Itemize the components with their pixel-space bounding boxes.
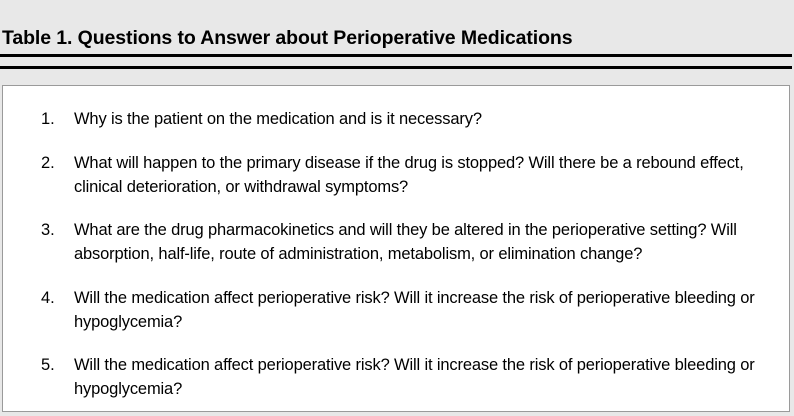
title-rule-top bbox=[0, 54, 792, 57]
question-text: What will happen to the primary disease if the drug is stopped? Will there be a rebound effect, clinical deterioration, or withdrawal symptoms? bbox=[74, 154, 744, 196]
question-text: Will the medication affect perioperative risk? Will it increase the risk of perioperative bleeding or hypoglycemia? bbox=[74, 356, 755, 398]
question-number: 1. bbox=[41, 110, 55, 128]
question-number: 2. bbox=[41, 154, 55, 172]
title-rule-bottom bbox=[0, 66, 792, 69]
question-text: Why is the patient on the medication and is it necessary? bbox=[74, 110, 482, 128]
table-title: Table 1. Questions to Answer about Perioperative Medications bbox=[2, 27, 573, 49]
question-number: 4. bbox=[41, 289, 55, 307]
table-header bbox=[0, 0, 794, 84]
question-text: Will the medication affect perioperative risk? Will it increase the risk of perioperative bleeding or hypoglycemia? bbox=[74, 289, 755, 331]
question-number: 5. bbox=[41, 356, 55, 374]
question-text: What are the drug pharmacokinetics and will they be altered in the perioperative setting? Will absorption, half-life, route of administration, metabolism, or elimination change? bbox=[74, 221, 737, 263]
question-number: 3. bbox=[41, 221, 55, 239]
questions-panel bbox=[2, 85, 790, 412]
